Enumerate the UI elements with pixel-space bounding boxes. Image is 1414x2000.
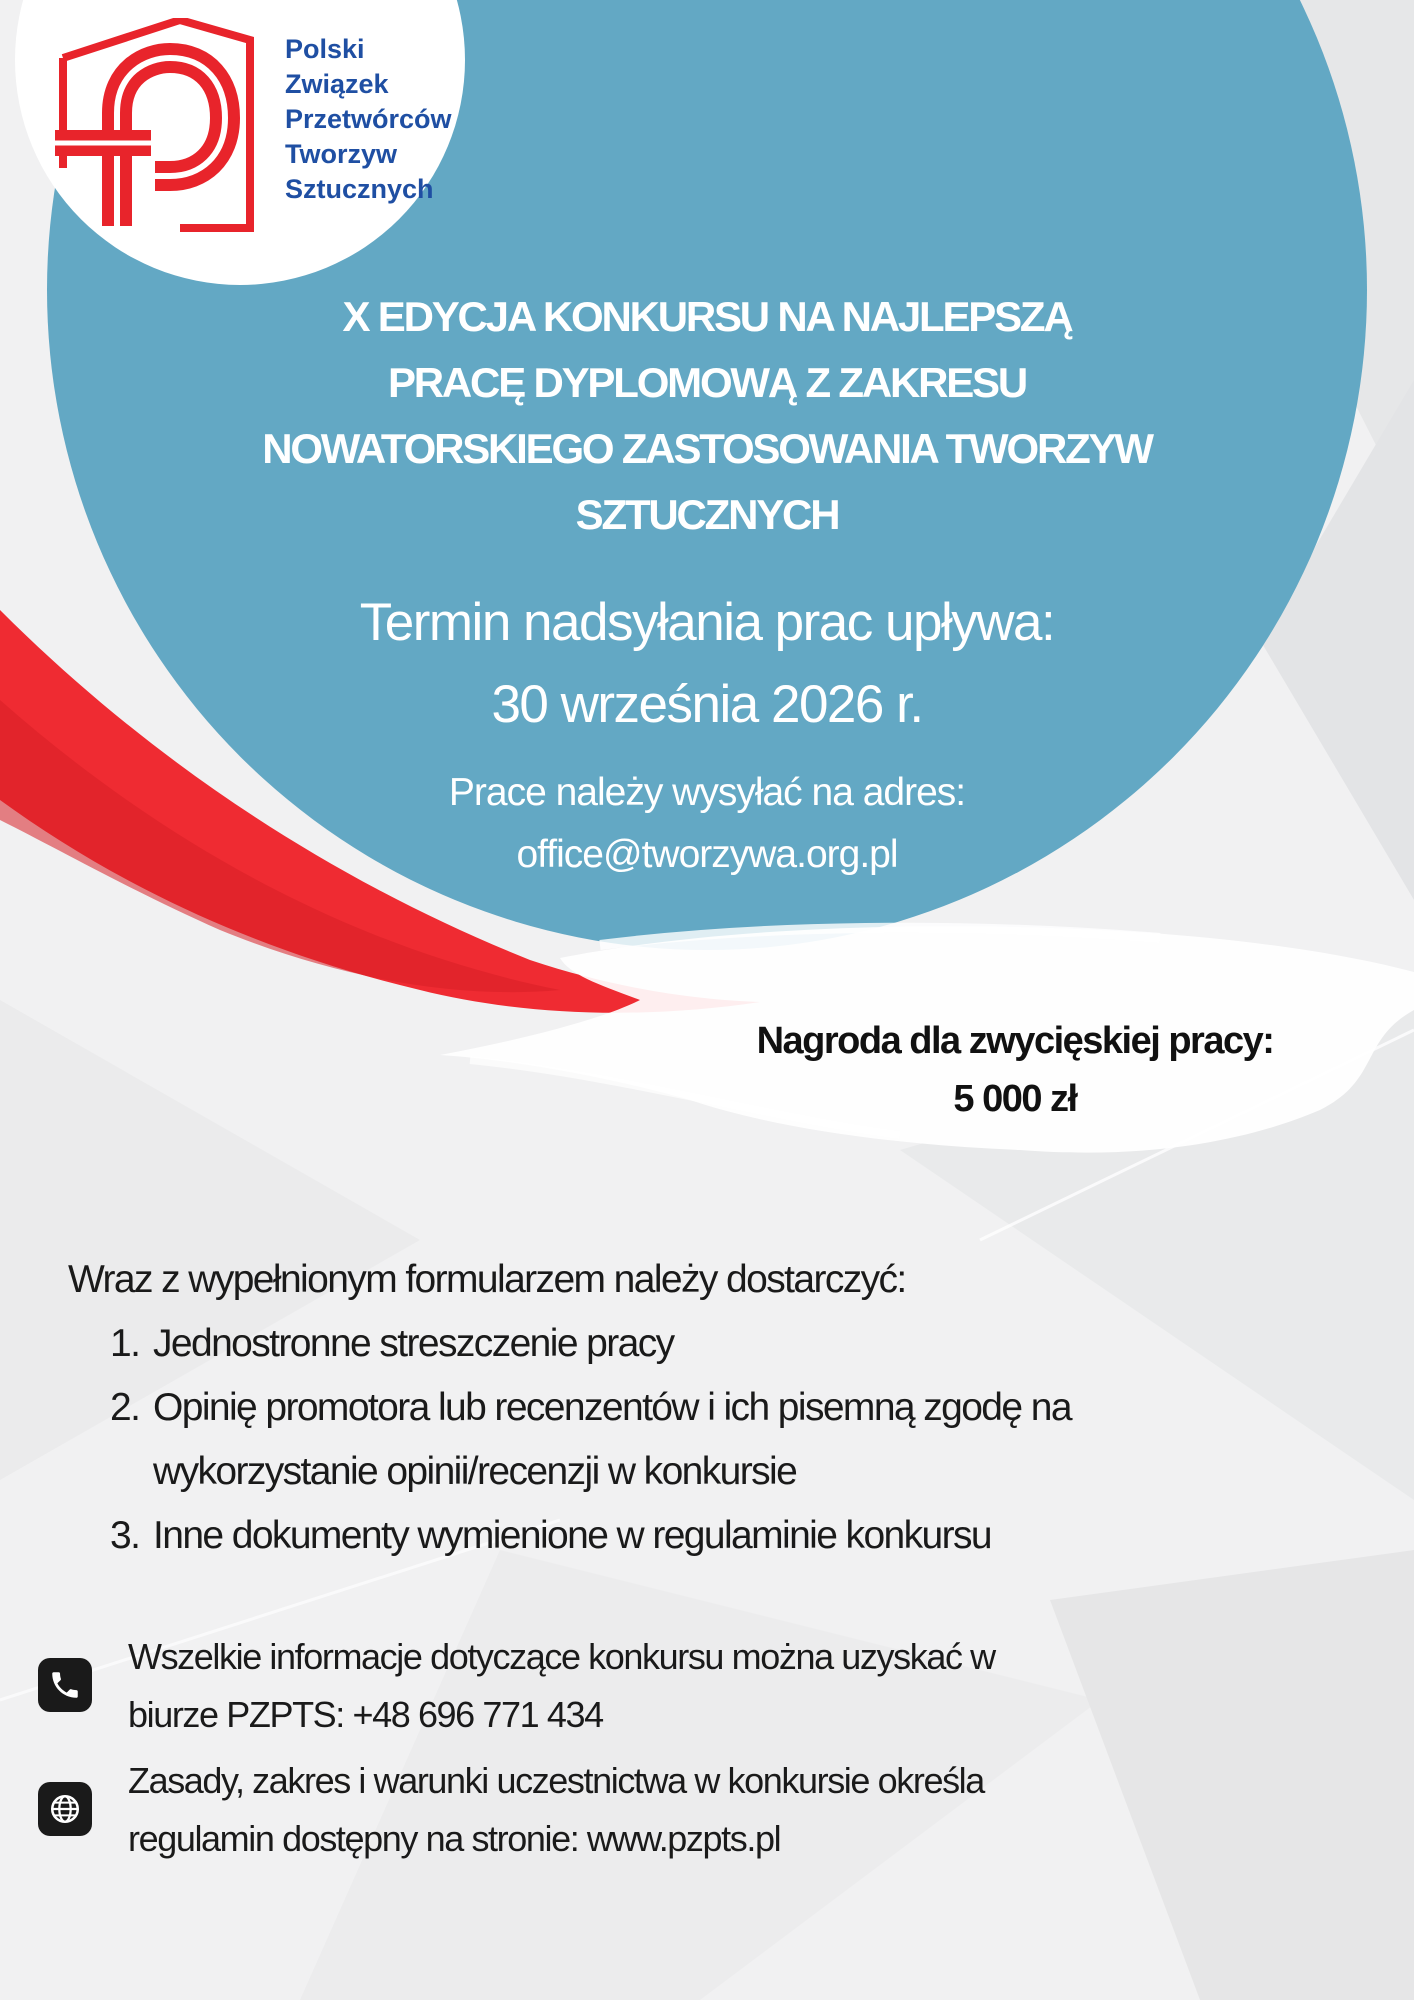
list-item-line: Jednostronne streszczenie pracy: [153, 1322, 674, 1365]
rules-info: [38, 1752, 1338, 1868]
deadline-block: [260, 582, 1154, 746]
title-line: NOWATORSKIEGO ZASTOSOWANIA TWORZYW: [262, 425, 1152, 472]
prize-block: [675, 1012, 1355, 1128]
documents-list: [68, 1312, 1308, 1568]
rules-line: regulamin dostępny na stronie: www.pzpts.pl: [128, 1818, 781, 1859]
list-item: [110, 1312, 1308, 1376]
prize-amount: 5 000 zł: [953, 1078, 1077, 1120]
list-item-line: Inne dokumenty wymienione w regulaminie konkursu: [153, 1514, 992, 1557]
contact-text: [128, 1628, 995, 1744]
submission-label: Prace należy wysyłać na adres:: [448, 771, 966, 814]
list-item-number: 3.: [110, 1514, 140, 1557]
contest-title: [150, 284, 1264, 548]
list-item-number: 2.: [110, 1386, 140, 1429]
contact-info: [38, 1628, 1338, 1744]
list-item: [110, 1376, 1308, 1504]
list-item-line: Opinię promotora lub recenzentów i ich pisemną zgodę na: [153, 1386, 1071, 1429]
contact-line: biurze PZPTS: +48 696 771 434: [128, 1694, 603, 1735]
deadline-label: Termin nadsyłania prac upływa:: [359, 593, 1055, 652]
contact-line: Wszelkie informacje dotyczące konkursu można uzyskać w: [128, 1636, 995, 1677]
list-item-text: [153, 1312, 1308, 1376]
list-item-number: 1.: [110, 1322, 140, 1365]
title-line: SZTUCZNYCH: [575, 491, 839, 538]
phone-icon: [38, 1658, 92, 1712]
list-item-text: [153, 1376, 1308, 1504]
required-documents: [68, 1248, 1308, 1568]
rules-line: Zasady, zakres i warunki uczestnictwa w konkursie określa: [128, 1760, 984, 1801]
title-line: X EDYCJA KONKURSU NA NAJLEPSZĄ: [342, 293, 1072, 340]
globe-icon: [38, 1782, 92, 1836]
list-item: [110, 1504, 1308, 1568]
submission-block: [330, 762, 1084, 886]
submission-email[interactable]: office@tworzywa.org.pl: [516, 833, 898, 876]
organization-name: Polski Związek Przetwórców Tworzyw Sztucznych: [285, 34, 452, 204]
documents-intro: Wraz z wypełnionym formularzem należy dostarczyć:: [68, 1258, 906, 1301]
rules-text: [128, 1752, 984, 1868]
deadline-date: 30 września 2026 r.: [491, 675, 923, 734]
list-item-line: wykorzystanie opinii/recenzji w konkursie: [153, 1450, 797, 1493]
list-item-text: [153, 1504, 1308, 1568]
pzpts-logo: [55, 18, 255, 238]
title-line: PRACĘ DYPLOMOWĄ Z ZAKRESU: [387, 359, 1026, 406]
prize-label: Nagroda dla zwycięskiej pracy:: [756, 1020, 1274, 1062]
